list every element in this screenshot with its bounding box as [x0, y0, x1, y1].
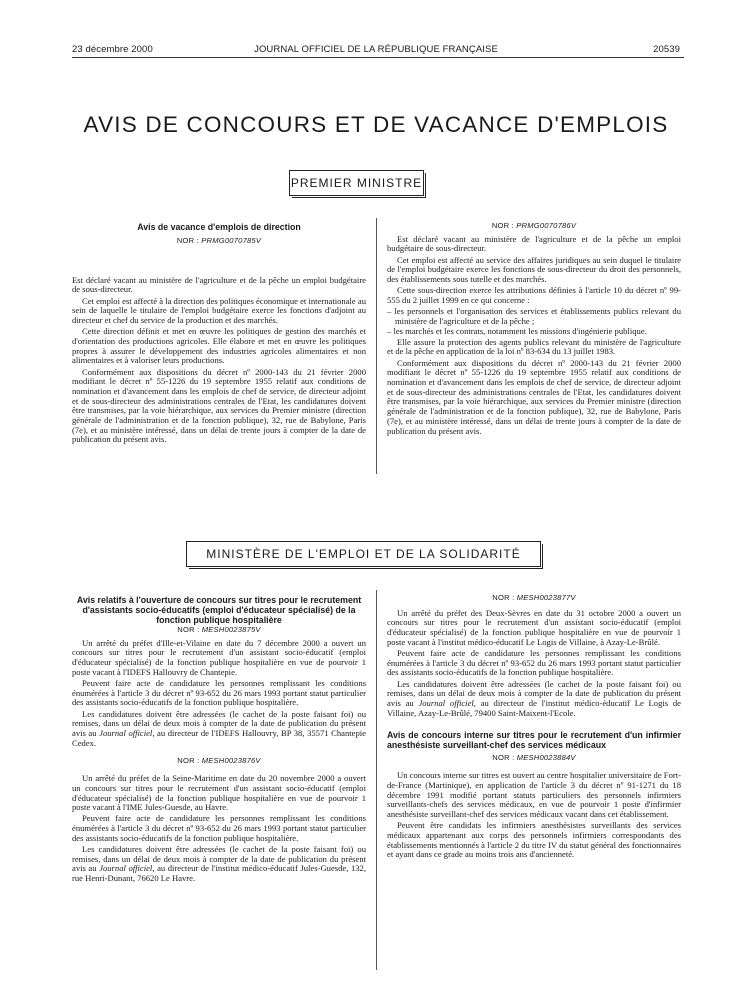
notice-title: Avis de vacance d'emplois de direction — [137, 222, 301, 232]
paragraph — [72, 845, 366, 884]
paragraph — [72, 710, 366, 749]
paragraph: Peuvent faire acte de candidature les personnes remplissant les conditions énumérées à l'article 3 du décret nº 93-652 du 26 mars 1993 portant statut particulier des assistants socio-éducatifs de la fonction publique hospitalière. — [72, 813, 366, 843]
paragraph: Est déclaré vacant au ministère de l'agriculture et de la pêche un emploi budgétaire de sous-directeur. — [72, 274, 366, 295]
journal-officiel-ref: Journal officiel — [418, 698, 474, 709]
journal-officiel-ref: Journal officiel — [99, 728, 153, 739]
header-page-number: 20539 — [653, 44, 680, 55]
nor-reference — [387, 753, 681, 763]
nor-label: NOR : — [492, 753, 515, 763]
paragraph: Un arrêté du préfet de la Seine-Maritime en date du 20 novembre 2000 a ouvert un concours sur titres pour le recrutement d'un assistant socio-éducatif (emploi d'éducateur spécialisé) de la fonction publique hospitalière en vue de pourvoir 1 poste vacant à l'IME Jules-Guesde, au Havre. — [72, 773, 366, 813]
nor-reference — [72, 625, 366, 635]
nor-code: MESH0023884V — [516, 753, 576, 763]
journal-officiel-ref: Journal officiel — [99, 863, 153, 874]
nor-code: MESH0023875V — [201, 625, 261, 634]
paragraph: Cet emploi est affecté au service des affaires juridiques au sein duquel le titulaire de l'emploi budgétaire exerce les fonctions de sous-directeur du droit des personnels, des établissements sous tutelle et des marchés. — [387, 254, 681, 285]
header-date: 23 décembre 2000 — [72, 44, 153, 55]
header-rule — [72, 57, 684, 58]
paragraph: Un arrêté du préfet des Deux-Sèvres en date du 31 octobre 2000 a ouvert un concours sur titres pour le recrutement d'un assistant socio-éducatif (emploi d'éducateur spécialisé) de la fonction publique hospitalière en vue de pourvoir 1 poste vacant à l'institut médico-éducatif Le Logis de Villaine, à Azay-Le-Brûlé. — [387, 607, 681, 647]
section2-left-column — [72, 595, 366, 885]
paragraph: Elle assure la protection des agents publics relevant du ministère de l'agriculture et de la pêche en application de la loi nº 83-634 du 13 juillet 1983. — [387, 336, 681, 357]
main-title: AVIS DE CONCOURS ET DE VACANCE D'EMPLOIS — [83, 112, 669, 137]
nor-label: NOR : — [176, 236, 199, 245]
nor-reference — [72, 756, 366, 766]
paragraph: Un arrêté du préfet d'Ille-et-Vilaine en date du 7 décembre 2000 a ouvert un concours sur titres pour le recrutement d'un assistant socio-éducatif (emploi d'éducateur spécialisé) de la fonction publique hospitalière en vue de pourvoir 1 poste vacant à l'IDEFS Hallouvry de Chantepie. — [72, 637, 366, 677]
nor-reference — [387, 221, 681, 231]
paragraph: Un concours interne sur titres est ouvert au centre hospitalier universitaire de Fort-de-France (Martinique), en application de l'article 3 du décret nº 91-1271 du 18 décembre 1991 modifié portant statuts particuliers des personnels infirmiers surveillants-chefs des services médicaux, en vue de pourvoir 1 poste d'infirmier anesthésiste surveillant-chef des services médicaux vacant dans cet établissement. — [387, 770, 681, 819]
paragraph-text: , au directeur de l'institut médico-éducatif Le Logis de Villaine, Azay-Le-Brûlé, 79400 Saint-Maixent-l'Ecole. — [387, 698, 681, 718]
paragraph-text: , au directeur de l'institut médico-éducatif Jules-Guesde, 132, rue Henri-Dunant, 76620 Le Havre. — [72, 863, 366, 884]
nor-code: MESH0023877V — [516, 593, 576, 602]
section2-right-column — [387, 590, 681, 861]
paragraph: Peuvent faire acte de candidature les personnes remplissant les conditions énumérées à l'article 3 du décret nº 93-652 du 26 mars 1993 portant statut particulier des assistants socio-éducatifs de la fonction publique hospitalière. — [72, 678, 366, 708]
nor-reference — [72, 236, 366, 246]
nor-label: NOR : — [177, 756, 200, 766]
paragraph: Conformément aux dispositions du décret nº 2000-143 du 21 février 2000 modifiant le décret nº 55-1226 du 19 septembre 1955 relatif aux conditions de nomination et d'avancement dans les emplois de chef de service, de directeur adjoint et de sous-directeur des administrations centrales de l'Etat, les candidatures doivent être transmises, par la voie hiérarchique, aux services du Premier ministre (direction générale de l'administration et de la fonction publique), 32, rue de Babylone, Paris (7e), et au ministère intéressé, dans un délai de trente jours à compter de la date de publication du présent avis. — [387, 357, 681, 436]
section1-left-column — [72, 222, 366, 447]
section1-right-column — [387, 218, 681, 438]
paragraph: Cette direction définit et met en œuvre les politiques de gestion des marchés et d'orientation des productions agricoles. Elle élabore et met en œuvre les politiques propres à assurer le développement des industries agricoles alimentaires et non alimentaires et à valoriser leurs productions. — [72, 326, 366, 366]
list-item: – les marchés et les contrats, notamment les missions d'ingénierie publique. — [387, 325, 647, 336]
column-divider — [376, 218, 377, 474]
nor-code: MESH0023876V — [201, 756, 261, 766]
paragraph — [387, 680, 681, 719]
paragraph: Conformément aux dispositions du décret nº 2000-143 du 21 février 2000 modifiant le décret nº 55-1226 du 19 septembre 1955 relatif aux conditions de nomination et d'avancement dans les emplois de chef de service, de directeur adjoint et de sous-directeur des administrations centrales de l'Etat, les candidatures doivent être transmises, par la voie hiérarchique, aux services du Premier ministre (direction générale de l'administration et de la fonction publique), 32, rue de Babylone, Paris (7e), et au ministère intéressé, dans un délai de trente jours à compter de la date de publication du présent avis. — [72, 366, 366, 445]
paragraph: Est déclaré vacant au ministère de l'agriculture et de la pêche un emploi budgétaire de sous-directeur. — [387, 233, 681, 254]
paragraph: Cette sous-direction exerce les attributions définies à l'article 10 du décret nº 99-555 du 2 juillet 1999 en ce qui concerne : — [387, 285, 681, 305]
section-heading-ministere-emploi: MINISTÈRE DE L'EMPLOI ET DE LA SOLIDARITÉ — [186, 541, 541, 567]
nor-label: NOR : — [492, 593, 515, 602]
nor-code: PRMG0070785V — [201, 236, 262, 245]
nor-code: PRMG0070786V — [516, 221, 577, 230]
paragraph: Peuvent faire acte de candidature les personnes remplissant les conditions énumérées à l'article 3 du décret nº 93-652 du 26 mars 1993 portant statut particulier des assistants socio-éducatifs de la fonction publique hospitalière. — [387, 648, 681, 678]
notice-title: Avis relatifs à l'ouverture de concours sur titres pour le recrutement d'assistants socio-éducatifs (emploi d'éducateur spécialisé) de la fonction publique hospitalière — [76, 595, 362, 625]
list-item: – les personnels et l'organisation des services et établissements publics relevant du ministère de l'agriculture et de la pêche ; — [387, 306, 681, 326]
paragraph: Cet emploi est affecté à la direction des politiques économique et internationale au sein de laquelle le titulaire de l'emploi budgétaire exerce les fonctions d'adjoint au directeur et chef du service de la production et des marchés. — [72, 295, 366, 326]
paragraph-text: Les candidatures doivent être adressées (le cachet de la poste faisant foi) ou remises, dans un délai de deux mois à compter de la date de publication du présent avis au — [387, 678, 681, 709]
nor-label: NOR : — [177, 625, 200, 634]
nor-reference — [387, 593, 681, 603]
column-divider — [376, 590, 377, 970]
paragraph-text: , au directeur de l'IDEFS Hallouvry, BP 38, 35571 Chantepie Cedex. — [72, 728, 366, 748]
paragraph-text: Les candidatures doivent être adressées (le cachet de la poste faisant foi) ou remises, dans un délai de deux mois à compter de la date de publication du présent avis au — [72, 708, 366, 739]
paragraph: Peuvent être candidats les infirmiers anesthésistes surveillants des services médicaux appartenant aux corps des personnels infirmiers correspondants des établissements mentionnés à l'article 2 du titre IV du statut général des fonctionnaires et ayant dans ce grade au moins trois ans d'ancienneté. — [387, 820, 681, 860]
notice-title: Avis de concours interne sur titres pour le recrutement d'un infirmier anesthésiste surveillant-chef des services médicaux — [387, 730, 681, 751]
header-journal-title: JOURNAL OFFICIEL DE LA RÉPUBLIQUE FRANÇAISE — [254, 44, 498, 55]
section-heading-premier-ministre: PREMIER MINISTRE — [289, 170, 424, 196]
nor-label: NOR : — [491, 221, 514, 230]
paragraph-text: Les candidatures doivent être adressées (le cachet de la poste faisant foi) ou remises, dans un délai de deux mois à compter de la date de publication du présent avis au — [72, 844, 366, 874]
